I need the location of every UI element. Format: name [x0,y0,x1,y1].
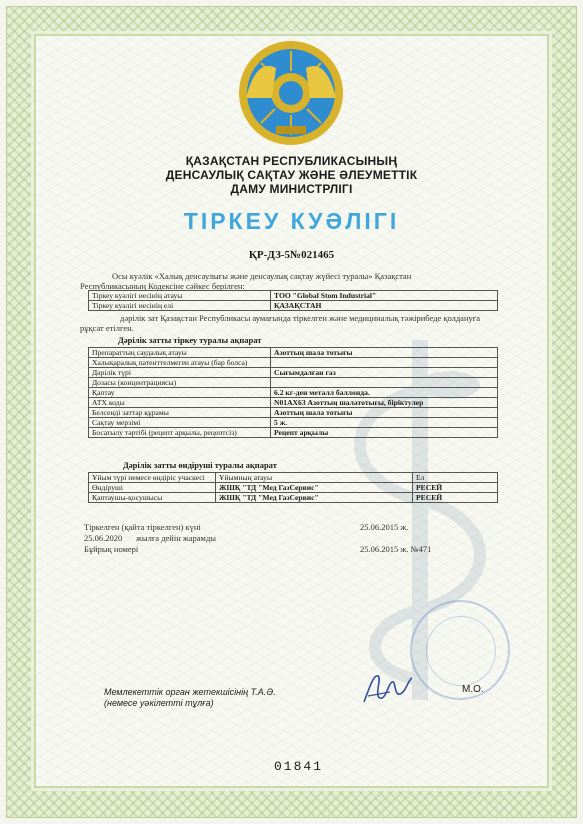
manufacturer-name: ЖШҚ "ТД "Мед ГазСервис" [216,483,413,493]
table-row [89,291,498,301]
document-title: ТІРКЕУ КУӘЛІГІ [183,208,400,234]
table-row [89,378,498,388]
packer-country: РЕСЕЙ [413,493,498,503]
kazakhstan-emblem-icon [236,38,346,148]
signatory-line-2: (немесе уәкілетті тұлға) [104,698,214,708]
ministry-name [60,154,523,196]
packaging-label: Қаптау [89,388,271,398]
manufacturer-table [88,472,498,503]
packaging-value: 6.2 кг-ден металл баллонда. [271,388,498,398]
ministry-line-3: ДАМУ МИНИСТРЛІГІ [230,182,353,196]
inn-label: Халықаралық патенттелмеген атауы (бар болса) [89,358,271,368]
valid-until-date: 25.06.2020 [84,533,123,543]
order-label: Бұйрық номері [84,544,139,554]
active-substance-value: Азоттың шала тотығы [271,408,498,418]
active-substance-label: Белсенді заттар құрамы [89,408,271,418]
trade-name-value: Азоттың шала тотығы [271,348,498,358]
table-row [89,398,498,408]
holder-country-value: ҚАЗАҚСТАН [271,301,498,311]
stamp-place-label: М.О. [462,684,484,695]
trade-name-label: Препараттың саудалық атауы [89,348,271,358]
table-row [89,358,498,368]
table-row [89,408,498,418]
order-value: 25.06.2015 ж. №471 [360,544,432,554]
packer-name: ЖШҚ "ТД "Мед ГазСервис" [216,493,413,503]
dose-label: Дозасы (концентрациясы) [89,378,271,388]
manufacturer-section-title: Дәрілік затты өндіруші туралы ақпарат [123,460,277,470]
holder-name-value: ТОО "Global Stom Industrial" [271,291,498,301]
signatory-label [104,687,276,709]
serial-number: 01841 [274,759,324,774]
registered-date-label: Тіркелген (қайта тіркелген) күні [84,522,201,532]
manufacturer-country: РЕСЕЙ [413,483,498,493]
table-header-row [89,473,498,483]
table-row [89,493,498,503]
column-header-country: Ел [413,473,498,483]
table-row [89,388,498,398]
official-seal [410,600,510,700]
holder-country-label: Тіркеу куәлігі иесінің елі [89,301,271,311]
certificate-number: ҚР-ДЗ-5№021465 [248,249,335,261]
intro-paragraph [80,271,520,291]
shelf-life-label: Сақтау мерзімі [89,418,271,428]
signatory-line-1: Мемлекеттік орган жетекшісінің Т.А.Ә. [104,687,276,697]
table-row [89,428,498,438]
atc-code-value: N01AX63 Азоттың шалатотығы, біріктулер [271,398,498,408]
column-header-type: Ұйым түрі немесе өндіріс учаскесі [89,473,216,483]
ministry-line-2: ДЕНСАУЛЫҚ САҚТАУ ЖӘНЕ ӘЛЕУМЕТТІК [165,168,418,182]
dispensing-value: Рецепт арқылы [271,428,498,438]
dosage-form-value: Сығымдалған газ [271,368,498,378]
intro-line-2: Республикасының Кодексіне сәйкес берілген: [80,281,245,291]
table-row [89,301,498,311]
manufacturer-type: Өндіруші [89,483,216,493]
registered-line-1: дәрілік зат Қазақстан Республикасы аумағында тіркелген және медициналық тәжірибеде қолдануға [120,313,481,323]
ministry-line-1: ҚАЗАҚСТАН РЕСПУБЛИКАСЫНЫҢ [185,154,398,168]
dosage-form-label: Дәрілік түрі [89,368,271,378]
drug-section-title: Дәрілік затты тіркеу туралы ақпарат [118,335,262,345]
registered-date-value: 25.06.2015 ж. [360,522,409,532]
handwritten-signature-icon [360,666,415,711]
table-row [89,483,498,493]
table-row [89,418,498,428]
registered-paragraph [80,313,520,333]
column-header-name: Ұйымның атауы [216,473,413,483]
drug-table [88,347,498,438]
holder-name-label: Тіркеу куәлігі иесінің атауы [89,291,271,301]
dose-value [271,378,498,388]
atc-code-label: АТХ коды [89,398,271,408]
inn-value [271,358,498,368]
holder-table [88,290,498,311]
registered-line-2: рұқсат етілген. [80,323,134,333]
valid-until-label: жылға дейін жарамды [136,533,216,543]
dispensing-label: Босатылу тәртібі (рецепт арқылы, рецептсіз) [89,428,271,438]
intro-line-1: Осы куәлік «Халық денсаулығы және денсаулық сақтау жүйесі туралы» Қазақстан [112,271,412,281]
packer-type: Қаптаушы-қосушысы [89,493,216,503]
shelf-life-value: 5 ж. [271,418,498,428]
table-row [89,348,498,358]
table-row [89,368,498,378]
